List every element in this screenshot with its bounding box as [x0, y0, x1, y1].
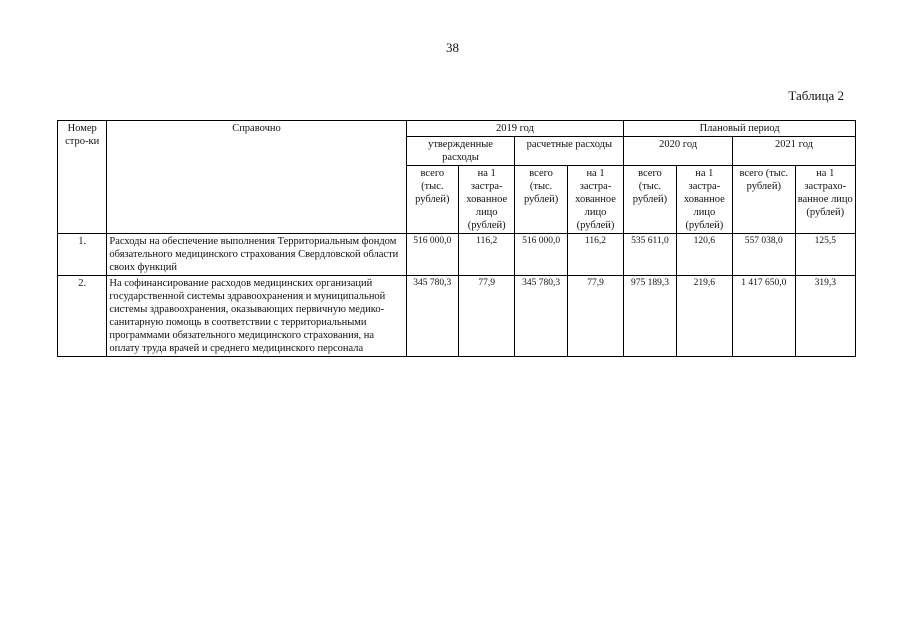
value-cell: 77,9	[567, 276, 623, 357]
value-cell: 1 417 650,0	[733, 276, 795, 357]
value-cell: 535 611,0	[624, 234, 676, 276]
header-row-1	[58, 121, 856, 137]
value-cell: 125,5	[795, 234, 855, 276]
header-total-2020: всего (тыс. рублей)	[624, 166, 676, 234]
header-total-2021: всего (тыс. рублей)	[733, 166, 795, 234]
value-cell: 975 189,3	[624, 276, 676, 357]
header-per-insured-2020: на 1 застра-хованное лицо (рублей)	[676, 166, 732, 234]
header-per-insured-calculated: на 1 застра-хованное лицо (рублей)	[567, 166, 623, 234]
row-number: 1.	[58, 234, 107, 276]
header-approved-expenses: утвержденные расходы	[406, 137, 515, 166]
header-row-number: Номер стро-ки	[58, 121, 107, 234]
value-cell: 319,3	[795, 276, 855, 357]
table-row	[58, 276, 856, 357]
value-cell: 77,9	[458, 276, 514, 357]
page-number: 38	[446, 40, 459, 55]
value-cell: 516 000,0	[406, 234, 458, 276]
header-calculated-expenses: расчетные расходы	[515, 137, 624, 166]
value-cell: 557 038,0	[733, 234, 795, 276]
value-cell: 116,2	[458, 234, 514, 276]
row-description: На софинансирование расходов медицинских организаций государственной системы здравоохранения и муниципальной системы здравоохранения, оказывающих первичную медико-санитарную помощь в соответствии с территориальными программами обязательного медицинского страхования, на оплату труда врачей и среднего медицинского персонала	[107, 276, 406, 357]
value-cell: 219,6	[676, 276, 732, 357]
header-per-insured-approved: на 1 застра-хованное лицо (рублей)	[458, 166, 514, 234]
header-year-2021: 2021 год	[733, 137, 856, 166]
header-total-approved: всего (тыс. рублей)	[406, 166, 458, 234]
value-cell: 345 780,3	[515, 276, 567, 357]
value-cell: 116,2	[567, 234, 623, 276]
header-total-calculated: всего (тыс. рублей)	[515, 166, 567, 234]
header-planned-period: Плановый период	[624, 121, 856, 137]
header-year-2019: 2019 год	[406, 121, 624, 137]
header-reference: Справочно	[107, 121, 406, 234]
value-cell: 516 000,0	[515, 234, 567, 276]
table-row	[58, 234, 856, 276]
budget-table	[57, 120, 856, 357]
row-number: 2.	[58, 276, 107, 357]
table-caption: Таблица 2	[788, 88, 844, 103]
value-cell: 345 780,3	[406, 276, 458, 357]
header-per-insured-2021: на 1 застрахо-ванное лицо (рублей)	[795, 166, 855, 234]
row-description: Расходы на обеспечение выполнения Территориальным фондом обязательного медицинского страхования Свердловской области своих функций	[107, 234, 406, 276]
value-cell: 120,6	[676, 234, 732, 276]
header-year-2020: 2020 год	[624, 137, 733, 166]
